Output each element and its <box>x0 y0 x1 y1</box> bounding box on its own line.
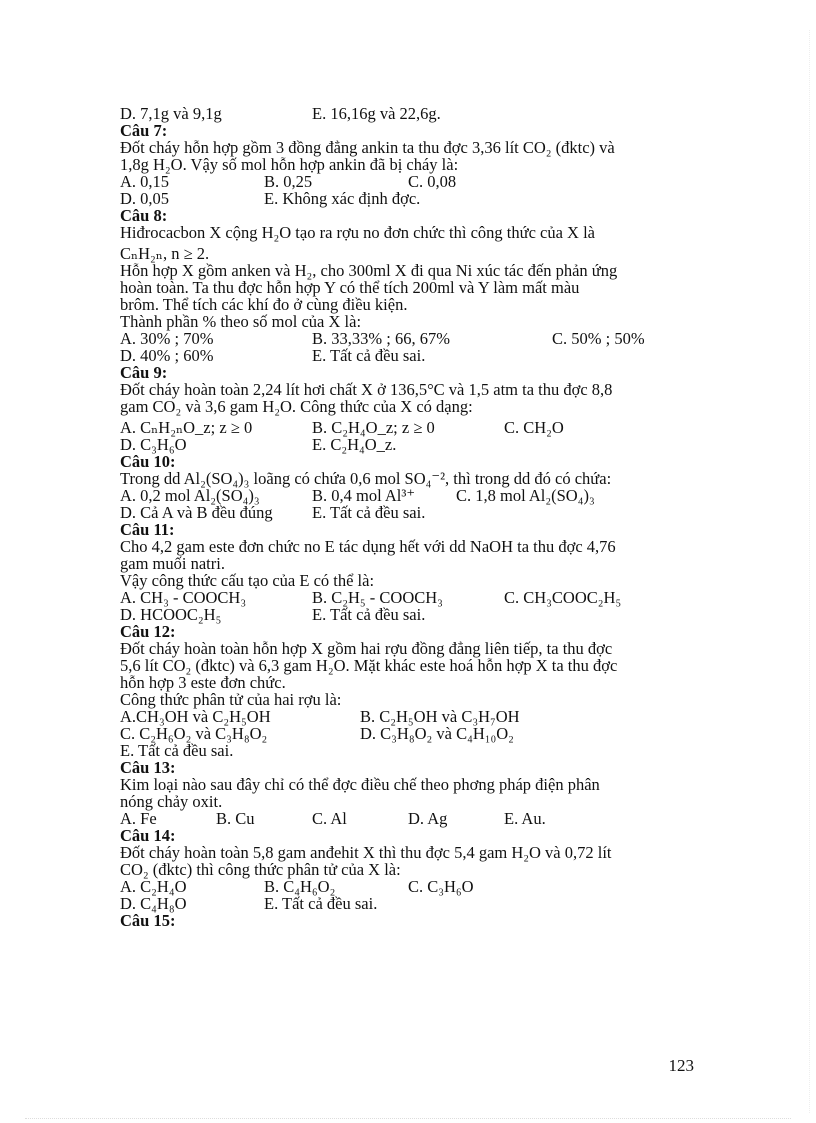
option-row <box>120 105 690 122</box>
option-row <box>120 878 690 895</box>
question-text: Đốt cháy hoàn toàn 2,24 lít hơi chất X ở 136,5°C và 1,5 atm ta thu đợc 8,8 <box>120 380 613 399</box>
option: E. Không xác định đợc. <box>264 189 421 208</box>
question-text: Cho 4,2 gam este đơn chức no E tác dụng hết với dd NaOH ta thu đợc 4,76 <box>120 537 616 556</box>
option-row <box>120 606 690 623</box>
question-text: hỗn hợp 3 este đơn chức. <box>120 673 286 692</box>
option: B. C₂H₅ - COOCH₃ <box>312 588 443 607</box>
option: D. C₃H₆O <box>120 435 187 454</box>
option-row <box>120 895 690 912</box>
option: B. C₂H₄O_z; z ≥ 0 <box>312 418 435 437</box>
option: B. 0,25 <box>264 172 313 191</box>
option: A. 0,15 <box>120 172 170 191</box>
option-row <box>120 436 690 453</box>
document-page <box>120 105 690 929</box>
option: D. Cả A và B đều đúng <box>120 503 273 522</box>
option: D. C₄H₈O <box>120 894 187 913</box>
option: A. 0,2 mol Al₂(SO₄)₃ <box>120 486 260 505</box>
option: C. C₃H₆O <box>408 877 474 896</box>
option: D. Ag <box>408 809 448 828</box>
option: A.CH₃OH và C₂H₅OH <box>120 707 271 726</box>
question-text: 5,6 lít CO₂ (đktc) và 6,3 gam H₂O. Mặt khác este hoá hỗn hợp X ta thu đợc <box>120 656 618 675</box>
question-text: hoàn toàn. Ta thu đợc hỗn hợp Y có thể tích 200ml và Y làm mất màu <box>120 278 580 297</box>
option: C. Al <box>312 809 347 828</box>
option-row <box>120 190 690 207</box>
page-number: 123 <box>668 1056 694 1075</box>
question-title: Câu 14: <box>120 826 176 845</box>
option: C. C₂H₆O₂ và C₃H₈O₂ <box>120 724 268 743</box>
option: D. 7,1g và 9,1g <box>120 104 222 123</box>
question-text: Đốt cháy hoàn toàn hỗn hợp X gồm hai rợu đồng đẳng liên tiếp, ta thu đợc <box>120 639 613 658</box>
question-text: CO₂ (đktc) thì công thức phân tử của X là: <box>120 860 401 879</box>
option: A. CH₃ - COOCH₃ <box>120 588 247 607</box>
page-divider <box>809 30 810 1113</box>
question-text: gam muối natri. <box>120 554 225 573</box>
option-row <box>120 347 690 364</box>
option: A. 30% ; 70% <box>120 329 214 348</box>
question-text: Hiđrocacbon X cộng H₂O tạo ra rợu no đơn chức thì công thức của X là <box>120 223 595 242</box>
option: B. 0,4 mol Al³⁺ <box>312 486 416 505</box>
page-divider <box>25 1118 791 1119</box>
question-title: Câu 15: <box>120 911 176 930</box>
option: E. 16,16g và 22,6g. <box>312 104 441 123</box>
option: D. C₃H₈O₂ và C₄H₁₀O₂ <box>360 724 514 743</box>
option-row <box>120 504 690 521</box>
option: A. Fe <box>120 809 157 828</box>
option: B. C₂H₅OH và C₃H₇OH <box>360 707 520 726</box>
option: D. HCOOC₂H₅ <box>120 605 222 624</box>
option: B. Cu <box>216 809 255 828</box>
option: C. 0,08 <box>408 172 457 191</box>
question-text: gam CO₂ và 3,6 gam H₂O. Công thức của X có dạng: <box>120 397 473 416</box>
question-text: Trong dd Al₂(SO₄)₃ loãng có chứa 0,6 mol SO₄⁻², thì trong dd đó có chứa: <box>120 469 612 488</box>
question-title: Câu 7: <box>120 121 168 140</box>
question-text: Kim loại nào sau đây chỉ có thể đợc điều chế theo phơng pháp điện phân <box>120 775 600 794</box>
option: B. 33,33% ; 66, 67% <box>312 329 450 348</box>
option: E. C₂H₄O_z. <box>312 435 397 454</box>
option: E. Au. <box>504 809 546 828</box>
option: D. 0,05 <box>120 189 170 208</box>
option: D. 40% ; 60% <box>120 346 214 365</box>
question-text: Đốt cháy hoàn toàn 5,8 gam anđehit X thì thu đợc 5,4 gam H₂O và 0,72 lít <box>120 843 612 862</box>
question-title: Câu 10: <box>120 452 176 471</box>
question-text: nóng chảy oxit. <box>120 792 223 811</box>
option: C. CH₃COOC₂H₅ <box>504 588 622 607</box>
option-row <box>120 419 690 436</box>
option-row <box>120 810 690 827</box>
option: E. Tất cả đều sai. <box>120 741 234 760</box>
option: E. Tất cả đều sai. <box>312 346 426 365</box>
question-title: Câu 12: <box>120 622 176 641</box>
option: C. 50% ; 50% <box>552 329 645 348</box>
option: B. C₄H₆O₂ <box>264 877 336 896</box>
question-title: Câu 9: <box>120 363 168 382</box>
option-row <box>120 173 690 190</box>
option: A. CₙH₂ₙO_z; z ≥ 0 <box>120 418 253 437</box>
question-title: Câu 13: <box>120 758 176 777</box>
question-text: Hỗn hợp X gồm anken và H₂, cho 300ml X đi qua Ni xúc tác đến phản ứng <box>120 261 618 280</box>
option: E. Tất cả đều sai. <box>312 605 426 624</box>
option: E. Tất cả đều sai. <box>312 503 426 522</box>
question-title: Câu 11: <box>120 520 175 539</box>
option: C. 1,8 mol Al₂(SO₄)₃ <box>456 486 595 505</box>
question-text: Đốt cháy hỗn hợp gồm 3 đồng đẳng ankin ta thu đợc 3,36 lít CO₂ (đktc) và <box>120 138 615 157</box>
question-title: Câu 8: <box>120 206 168 225</box>
option-row <box>120 725 690 742</box>
question-text: brôm. Thể tích các khí đo ở cùng điều kiện. <box>120 295 408 314</box>
question-text: Vậy công thức cấu tạo của E có thể là: <box>120 571 375 590</box>
question-text: Công thức phân tử của hai rợu là: <box>120 690 342 709</box>
question-text: Thành phần % theo số mol của X là: <box>120 312 362 331</box>
question-text: 1,8g H₂O. Vậy số mol hỗn hợp ankin đã bị cháy là: <box>120 155 459 174</box>
option-row <box>120 487 690 504</box>
option-row <box>120 708 690 725</box>
option-row <box>120 330 690 347</box>
option-row <box>120 589 690 606</box>
option: A. C₂H₄O <box>120 877 187 896</box>
option: C. CH₂O <box>504 418 564 437</box>
question-text: CₙH₂ₙ, n ≥ 2. <box>120 244 210 263</box>
option: E. Tất cả đều sai. <box>264 894 378 913</box>
